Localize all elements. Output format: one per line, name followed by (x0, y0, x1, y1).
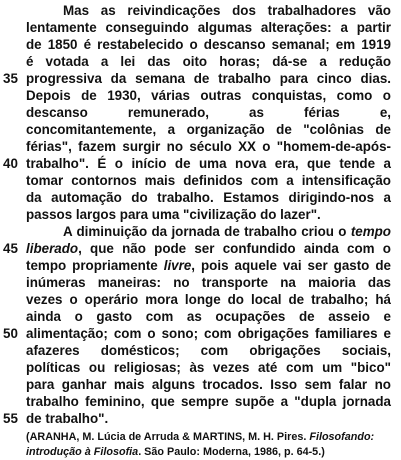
text-line: de 1850 é restabelecido o descanso semanal; em 1919 (26, 37, 391, 52)
text-line: lentamente conseguindo algumas alterações: a partir (26, 20, 391, 35)
text-line: é votada a lei das oito horas; dá-se a redução (26, 54, 391, 69)
text-line: da automação do trabalho. Estamos dirigindo-nos a (26, 190, 391, 205)
text-line (26, 257, 391, 274)
text-run: tempo propriamente (26, 258, 164, 273)
text-line (63, 223, 391, 240)
emphasis-liberado: liberado (26, 241, 79, 256)
line-number: 50 (3, 326, 18, 341)
citation-authors: (ARANHA, M. Lúcia de Arruda & MARTINS, M. H. Pires. (26, 431, 310, 443)
text-line (26, 240, 391, 257)
text-line: progressiva da semana de trabalho para cinco dias. (26, 71, 391, 86)
text-line: alimentação; com o sono; com obrigações familiares e (26, 326, 391, 341)
text-line: trabalho feminino, que sempre supõe a "dupla jornada (26, 394, 391, 409)
text-line: ainda o gasto com as ocupações de asseio e (26, 309, 391, 324)
citation (26, 430, 396, 460)
citation-subtitle: introdução à Filosofia (26, 446, 139, 458)
text-run: A diminuição da jornada de trabalho criou o (63, 224, 351, 239)
line-number: 35 (3, 71, 18, 86)
emphasis-livre: livre (163, 258, 192, 273)
text-run: , que não pode ser confundido ainda com o (78, 241, 391, 256)
line-number: 55 (3, 411, 18, 426)
text-line: tomar contornos mais definidos com a intensificação (26, 173, 391, 188)
text-line: vezes o operário mora longe do local de trabalho; há (26, 292, 391, 307)
text-line: Mas as reivindicações dos trabalhadores vão (63, 3, 391, 18)
text-line: políticas ou religiosas; às vezes até com um "bico" (26, 360, 391, 375)
emphasis-tempo: tempo (350, 224, 391, 239)
line-number: 45 (3, 241, 18, 256)
text-line: trabalho". É o início de uma nova era, que tende a (26, 156, 391, 171)
line-number: 40 (3, 156, 18, 171)
text-line: para ganhar mais alguns trocados. Isso sem falar no (26, 377, 391, 392)
text-line: de trabalho". (26, 411, 109, 426)
text-line: descanso remunerado, as férias e, (26, 105, 391, 120)
text-line: afazeres domésticos; com obrigações sociais, (26, 343, 391, 358)
text-run: , pois aquele vai ser gasto de (191, 258, 391, 273)
text-line: Depois de 1930, várias outras conquistas, como o (26, 88, 391, 103)
text-line: passos largos para uma "civilização do lazer". (26, 207, 321, 222)
text-line: concomitantemente, a organização de "colônias de (26, 122, 391, 137)
citation-publisher: . São Paulo: Moderna, 1986, p. 64-5.) (138, 446, 325, 458)
text-line: inúmeras maneiras: no transporte na maioria das (26, 275, 391, 290)
text-line: férias", fazem surgir no século XX o "homem-de-após- (26, 139, 391, 154)
citation-title: Filosofando: (309, 431, 375, 443)
